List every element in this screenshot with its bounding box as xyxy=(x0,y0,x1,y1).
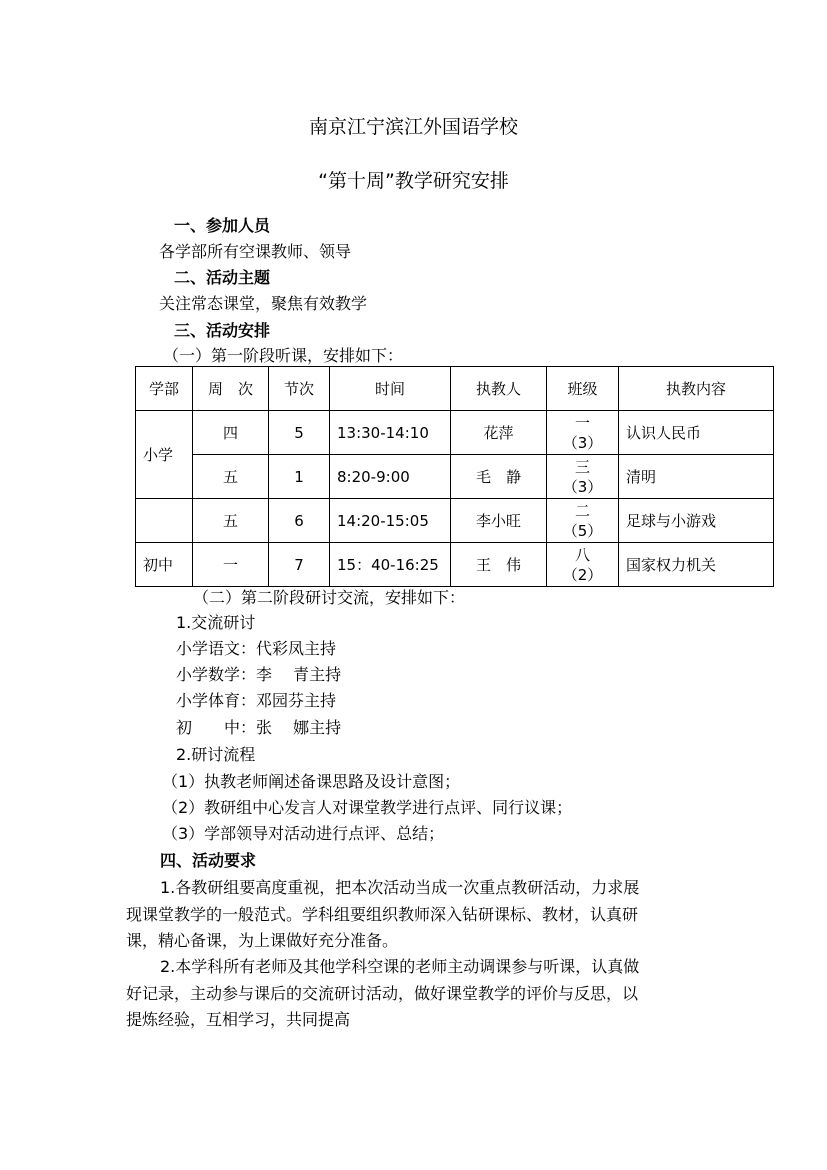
school-name: 南京江宁滨江外国语学校 xyxy=(308,116,518,138)
cell-week: 五 xyxy=(193,455,269,499)
class-grade: 三 xyxy=(574,457,590,476)
requirement-2-line: 好记录，主动参与课后的交流研讨活动，做好课堂教学的评价与反思，以 xyxy=(126,984,639,1003)
section-3-heading: 三、活动安排 xyxy=(174,321,271,340)
section-1-heading: 一、参加人员 xyxy=(174,216,271,235)
class-grade: 二 xyxy=(574,501,590,520)
host-item: 初 中：张 娜主持 xyxy=(176,718,342,737)
cell-teacher: 王 伟 xyxy=(451,543,547,587)
table-row xyxy=(136,411,774,455)
cell-dept xyxy=(136,499,193,543)
cell-period: 6 xyxy=(269,499,330,543)
page-title: “第十周”教学研究安排 xyxy=(318,170,509,192)
cell-week: 五 xyxy=(193,499,269,543)
table-row xyxy=(136,499,774,543)
cell-time: 15：40-16:25 xyxy=(330,543,451,587)
flow-item: （3）学部领导对活动进行点评、总结； xyxy=(162,824,445,843)
cell-time: 8:20-9:00 xyxy=(330,455,451,499)
header-period: 节次 xyxy=(269,367,330,411)
cell-teacher: 毛 静 xyxy=(451,455,547,499)
cell-time: 13:30-14:10 xyxy=(330,411,451,455)
host-item: 小学语文：代彩凤主持 xyxy=(176,639,337,658)
header-content: 执教内容 xyxy=(619,367,774,411)
cell-content: 国家权力机关 xyxy=(619,543,774,587)
cell-class xyxy=(547,455,619,499)
cell-period: 1 xyxy=(269,455,330,499)
class-number: （2） xyxy=(562,565,603,584)
section-2-text: 关注常态课堂，聚焦有效教学 xyxy=(159,294,368,313)
schedule-table xyxy=(135,366,774,587)
sub-heading-exchange: 1.交流研讨 xyxy=(176,613,256,632)
cell-class xyxy=(547,411,619,455)
cell-period: 7 xyxy=(269,543,330,587)
table-row xyxy=(136,543,774,587)
requirement-2-line: 提炼经验，互相学习，共同提高 xyxy=(126,1010,351,1029)
class-grade: 八 xyxy=(574,545,590,564)
stage-2-text: （二）第二阶段研讨交流，安排如下： xyxy=(193,588,466,607)
cell-period: 5 xyxy=(269,411,330,455)
host-item: 小学数学：李 青主持 xyxy=(176,665,342,684)
class-grade: 一 xyxy=(574,413,590,432)
cell-class xyxy=(547,543,619,587)
header-dept: 学部 xyxy=(136,367,193,411)
table-header-row xyxy=(136,367,774,411)
host-item: 小学体育：邓园芬主持 xyxy=(176,691,337,710)
requirement-1-line: 课，精心备课，为上课做好充分准备。 xyxy=(126,931,399,950)
section-4-heading: 四、活动要求 xyxy=(160,851,257,870)
header-week: 周 次 xyxy=(193,367,269,411)
header-teacher: 执教人 xyxy=(451,367,547,411)
cell-time: 14:20-15:05 xyxy=(330,499,451,543)
header-class: 班级 xyxy=(547,367,619,411)
cell-week: 一 xyxy=(193,543,269,587)
class-number: （5） xyxy=(562,521,603,540)
requirement-1-line: 现课堂教学的一般范式。学科组要组织教师深入钻研课标、教材，认真研 xyxy=(126,905,639,924)
table-row xyxy=(136,455,774,499)
requirement-1-line: 1.各教研组要高度重视，把本次活动当成一次重点教研活动，力求展 xyxy=(160,878,640,897)
cell-content: 清明 xyxy=(619,455,774,499)
class-number: （3） xyxy=(562,477,603,496)
cell-dept: 小学 xyxy=(136,411,193,499)
cell-teacher: 花萍 xyxy=(451,411,547,455)
cell-content: 认识人民币 xyxy=(619,411,774,455)
class-number: （3） xyxy=(562,433,603,452)
section-2-heading: 二、活动主题 xyxy=(174,268,271,287)
requirement-2-line: 2.本学科所有老师及其他学科空课的老师主动调课参与听课，认真做 xyxy=(160,957,640,976)
header-time: 时间 xyxy=(330,367,451,411)
flow-item: （1）执教老师阐述备课思路及设计意图； xyxy=(162,772,461,791)
cell-dept: 初中 xyxy=(136,543,193,587)
cell-class xyxy=(547,499,619,543)
cell-content: 足球与小游戏 xyxy=(619,499,774,543)
cell-teacher: 李小旺 xyxy=(451,499,547,543)
stage-1-text: （一）第一阶段听课，安排如下： xyxy=(163,346,404,365)
flow-item: （2）教研组中心发言人对课堂教学进行点评、同行议课； xyxy=(162,798,573,817)
sub-heading-flow: 2.研讨流程 xyxy=(176,745,256,764)
section-1-text: 各学部所有空课教师、领导 xyxy=(159,242,352,261)
cell-week: 四 xyxy=(193,411,269,455)
